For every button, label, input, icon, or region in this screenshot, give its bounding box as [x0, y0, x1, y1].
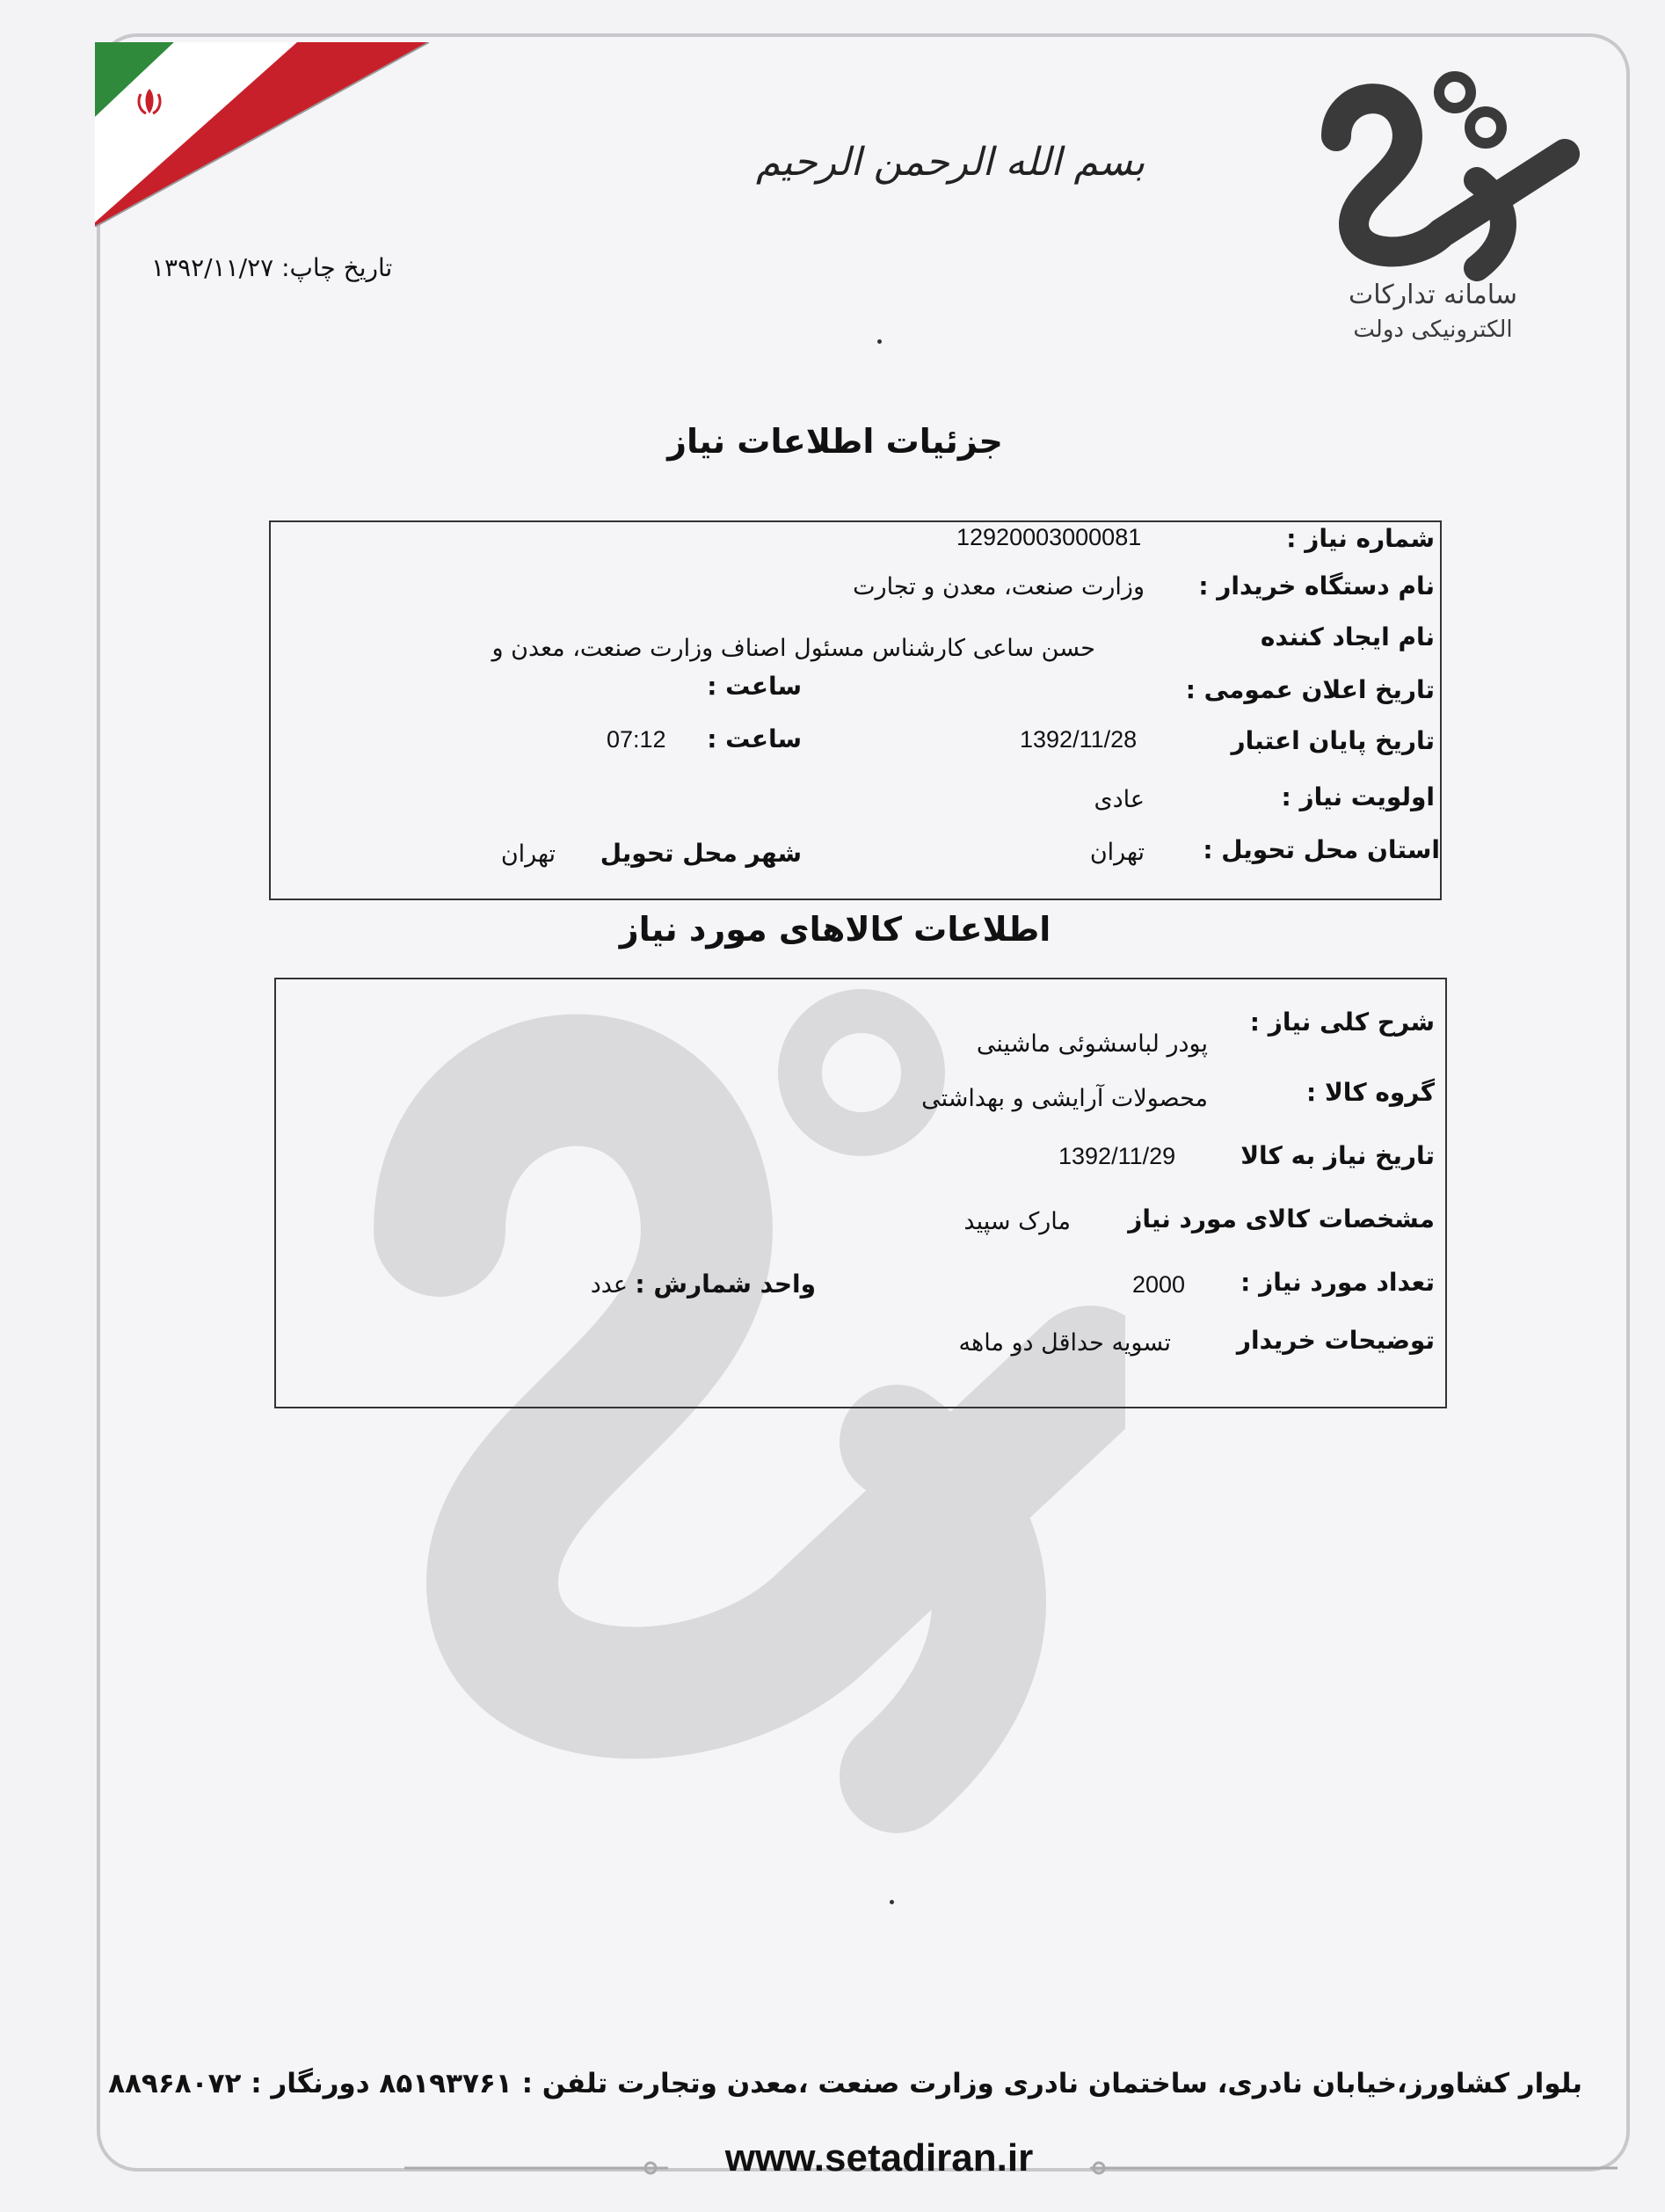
priority-value: عادی: [1094, 786, 1145, 813]
unit-value: عدد: [590, 1271, 628, 1299]
need-number-value: 12920003000081: [956, 524, 1142, 550]
flag-corner: [95, 42, 429, 227]
section-title-goods-info: اطلاعات کالاهای مورد نیاز: [619, 910, 1051, 949]
need-date-label: تاریخ نیاز به کالا: [1240, 1141, 1435, 1170]
province-value: تهران: [1089, 839, 1145, 866]
buyer-label: نام دستگاه خریدار :: [1198, 571, 1435, 600]
city-label: شهر محل تحویل: [600, 839, 802, 868]
unit-label: واحد شمارش :: [635, 1270, 816, 1299]
need-date-value: 1392/11/29: [1058, 1143, 1176, 1169]
setad-logo-icon: [1301, 57, 1582, 347]
public-date-label: تاریخ اعلان عمومی :: [1185, 675, 1435, 704]
speck: [890, 1900, 894, 1904]
print-date: تاریخ چاپ: ۱۳۹۲/۱۱/۲۷: [151, 253, 393, 282]
qty-label: تعداد مورد نیاز :: [1240, 1268, 1435, 1297]
need-number-label: شماره نیاز :: [1286, 524, 1435, 553]
spec-value: مارک سپید: [963, 1208, 1071, 1235]
iran-emblem-icon: [132, 84, 167, 119]
buyer-notes-label: توضیحات خریدار: [1236, 1326, 1435, 1355]
expiry-label: تاریخ پایان اعتبار: [1231, 726, 1435, 755]
section-title-need-details: جزئیات اطلاعات نیاز: [667, 422, 1003, 461]
creator-value: حسن ساعی کارشناس مسئول اصناف وزارت صنعت، معدن و: [491, 635, 1095, 662]
buyer-notes-value: تسویه حداقل دو ماهه: [958, 1329, 1171, 1357]
expiry-time: 07:12: [607, 726, 666, 753]
province-label: استان محل تحویل :: [1203, 835, 1440, 864]
qty-value: 2000: [1132, 1271, 1186, 1298]
desc-value: پودر لباسشوئی ماشینی: [976, 1030, 1208, 1058]
spec-label: مشخصات کالای مورد نیاز: [1128, 1204, 1435, 1233]
creator-label: نام ایجاد کننده: [1260, 622, 1435, 651]
group-label: گروه کالا :: [1306, 1078, 1435, 1107]
desc-label: شرح کلی نیاز :: [1249, 1008, 1435, 1037]
footer-address: بلوار کشاورز،خیابان نادری، ساختمان نادری وزارت صنعت ،معدن وتجارت تلفن : ۸۵۱۹۳۷۶۱ دورنگار : ۸۸۹۶۸۰۷۲: [108, 2068, 1582, 2099]
city-value: تهران: [500, 840, 556, 868]
speck: [877, 339, 882, 344]
priority-label: اولویت نیاز :: [1281, 782, 1435, 811]
svg-text:سامانه تدارکات: سامانه تدارکات: [1348, 280, 1518, 310]
expiry-time-label: ساعت :: [707, 724, 802, 753]
website-link[interactable]: www.setadiran.ir: [724, 2136, 1034, 2179]
group-value: محصولات آرایشی و بهداشتی: [921, 1085, 1208, 1112]
expiry-date: 1392/11/28: [1020, 726, 1138, 753]
public-time-label: ساعت :: [707, 672, 802, 701]
buyer-value: وزارت صنعت، معدن و تجارت: [853, 573, 1145, 600]
svg-text:الکترونیکی دولت: الکترونیکی دولت: [1353, 317, 1513, 343]
bismillah: بسم الله الرحمن الرحیم: [756, 140, 1145, 185]
